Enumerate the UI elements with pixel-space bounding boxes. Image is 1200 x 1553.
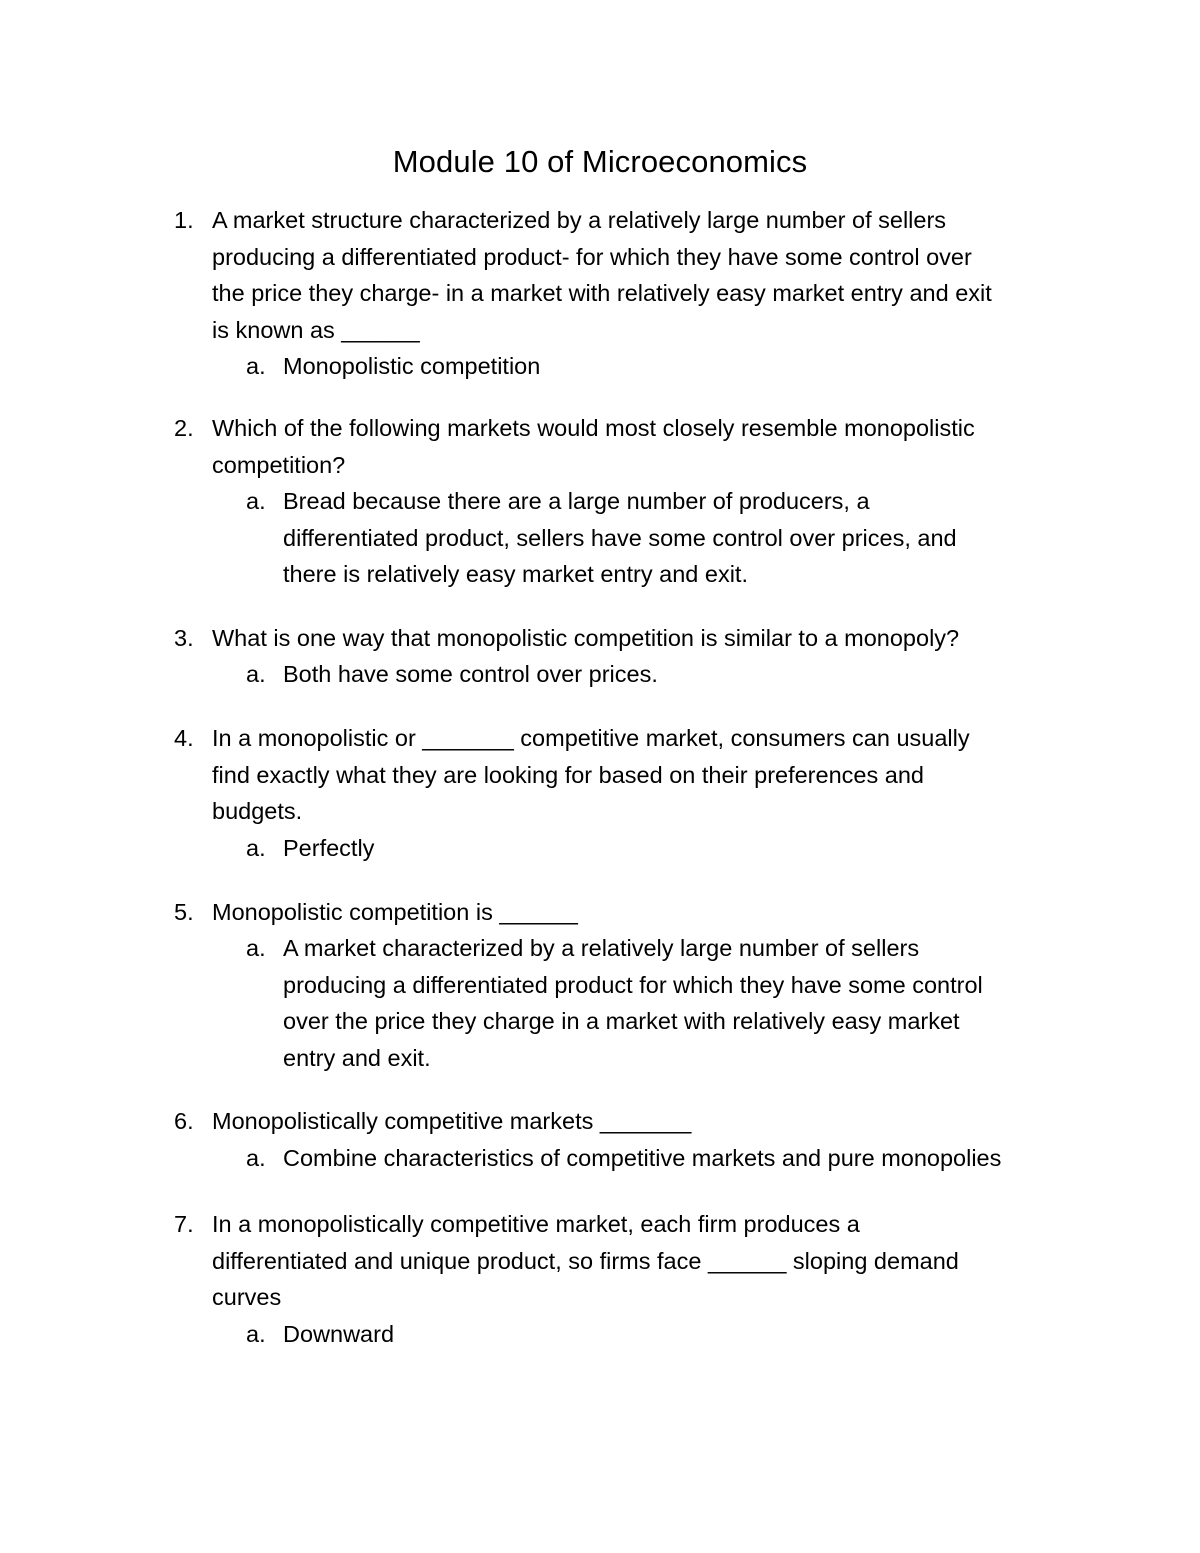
question-number: 1. [174,207,194,233]
answer-text: A market characterized by a relatively large number of sellers producing a differentiated product for which they have some control over the price they charge in a market with relatively easy market entry and exit. [283,935,983,1071]
answer-text: Combine characteristics of competitive markets and pure monopolies [283,1145,1002,1171]
question-number: 6. [174,1108,194,1134]
question-text: Monopolistic competition is ______ [212,899,578,925]
question-text: Which of the following markets would most closely resemble monopolistic competition? [212,415,975,478]
answer-letter: a. [246,1321,266,1347]
question-text: In a monopolistic or _______ competitive market, consumers can usually find exactly what they are looking for based on their preferences and budgets. [212,725,970,824]
answer-letter: a. [246,661,266,687]
question-number: 4. [174,725,194,751]
question-text: What is one way that monopolistic competition is similar to a monopoly? [212,625,960,651]
answer-letter: a. [246,488,266,514]
question-text: Monopolistically competitive markets _______ [212,1108,692,1134]
question-number: 3. [174,625,194,651]
answer-text: Monopolistic competition [283,353,541,379]
question-text: In a monopolistically competitive market, each firm produces a differentiated and unique product, so firms face ______ sloping demand curves [212,1211,959,1310]
answer-text: Both have some control over prices. [283,661,658,687]
answer-letter: a. [246,835,266,861]
answer-letter: a. [246,1145,266,1171]
answer-text: Bread because there are a large number of producers, a differentiated product, sellers have some control over prices, and there is relatively easy market entry and exit. [283,488,957,587]
answer-text: Downward [283,1321,395,1347]
question-number: 7. [174,1211,194,1237]
answer-letter: a. [246,353,266,379]
question-number: 5. [174,899,194,925]
question-number: 2. [174,415,194,441]
answer-text: Perfectly [283,835,375,861]
answer-letter: a. [246,935,266,961]
document-title: Module 10 of Microeconomics [392,144,808,179]
question-text: A market structure characterized by a relatively large number of sellers producing a differentiated product- for which they have some control over the price they charge- in a market with relatively easy market entry and exit is known as ______ [212,207,992,343]
